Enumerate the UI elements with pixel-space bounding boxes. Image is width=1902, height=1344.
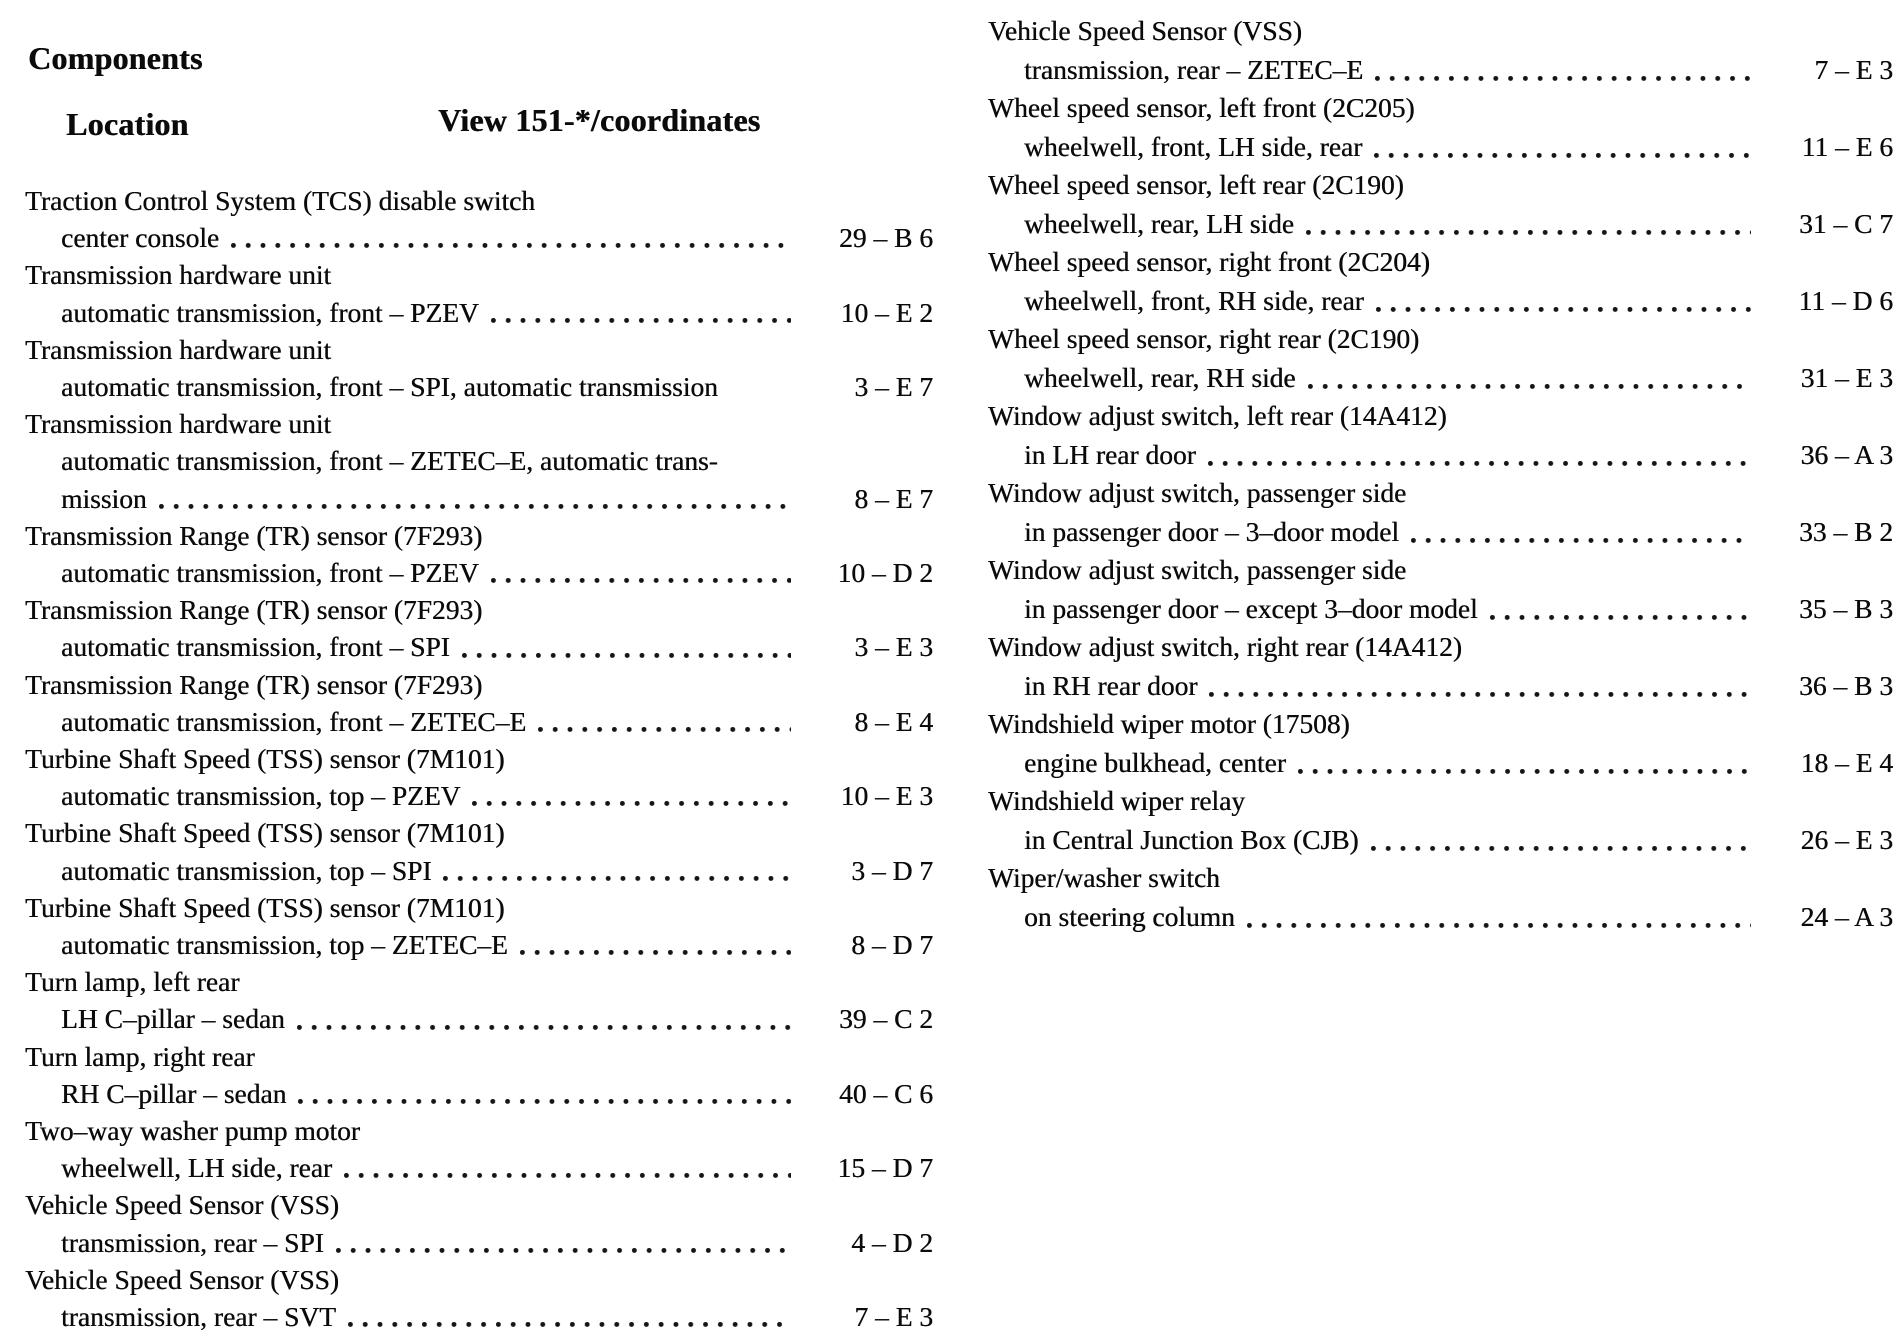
location-text: wheelwell, LH side, rear xyxy=(61,1152,333,1184)
view-coordinate: 11 – E 6 xyxy=(1801,130,1893,162)
location-text: LH C–pillar – sedan xyxy=(61,1003,285,1035)
dot-leader xyxy=(730,368,791,405)
location-text: on steering column xyxy=(1024,900,1235,932)
location-text: center console xyxy=(61,222,220,254)
component-location-line xyxy=(988,821,1893,860)
component-name: Vehicle Speed Sensor (VSS) xyxy=(25,1189,339,1221)
components-column-right xyxy=(988,12,1893,936)
component-location-line xyxy=(988,436,1893,475)
location-text: transmission, rear – ZETEC–E xyxy=(1024,53,1364,85)
dot-leader xyxy=(443,852,791,889)
component-name: Window adjust switch, passenger side xyxy=(988,477,1407,508)
component-location-line xyxy=(25,1224,933,1261)
component-location-line xyxy=(25,852,933,889)
component-name: Traction Control System (TCS) disable switch xyxy=(25,185,536,216)
component-entry xyxy=(25,405,933,517)
dot-leader xyxy=(348,1298,791,1335)
dot-leader xyxy=(159,480,791,517)
component-name: Wheel speed sensor, left rear (2C190) xyxy=(988,169,1404,200)
component-entry xyxy=(25,182,933,256)
view-coordinate: 26 – E 3 xyxy=(1800,823,1893,855)
component-entry xyxy=(988,551,1893,628)
view-coordinate: 4 – D 2 xyxy=(851,1226,933,1258)
component-location-line xyxy=(25,1075,933,1112)
component-location-line xyxy=(25,219,933,256)
view-coordinate: 29 – B 6 xyxy=(839,222,933,254)
component-entry xyxy=(25,591,933,665)
location-text: in passenger door – 3–door model xyxy=(1024,515,1399,547)
component-name: Transmission hardware unit xyxy=(25,408,332,440)
component-entry xyxy=(25,666,933,740)
component-entry xyxy=(25,740,933,814)
dot-leader xyxy=(1376,282,1751,321)
component-entry xyxy=(25,517,933,591)
component-name: Transmission hardware unit xyxy=(25,333,332,365)
component-location-line xyxy=(988,128,1893,167)
view-coordinate: 8 – D 7 xyxy=(851,929,933,961)
component-location-line xyxy=(988,744,1893,783)
dot-leader xyxy=(1247,898,1751,937)
component-location-line xyxy=(988,898,1893,937)
component-location-line xyxy=(25,1000,933,1037)
view-coordinate: 10 – E 2 xyxy=(840,296,933,328)
dot-leader xyxy=(297,1000,791,1037)
location-text: automatic transmission, front – PZEV xyxy=(61,557,479,589)
column-header-location: Location xyxy=(66,106,189,142)
location-text: transmission, rear – SPI xyxy=(61,1226,324,1258)
component-location-line xyxy=(25,703,933,740)
dot-leader xyxy=(1308,359,1751,398)
component-entry xyxy=(988,628,1893,705)
component-entry xyxy=(25,331,933,405)
location-text: in LH rear door xyxy=(1024,438,1196,470)
component-location-line xyxy=(988,359,1893,398)
component-name: Wiper/washer switch xyxy=(988,862,1220,893)
location-text: wheelwell, front, RH side, rear xyxy=(1024,284,1364,316)
component-entry xyxy=(25,814,933,888)
component-entry xyxy=(25,963,933,1037)
component-name: Transmission hardware unit xyxy=(25,259,332,291)
component-location-line xyxy=(988,513,1893,552)
component-location-line xyxy=(25,480,933,517)
component-location-line xyxy=(988,51,1893,90)
component-name: Transmission Range (TR) sensor (7F293) xyxy=(25,519,483,551)
component-name: Wheel speed sensor, right front (2C204) xyxy=(988,246,1430,277)
component-entry xyxy=(25,1112,933,1186)
dot-leader xyxy=(344,1149,791,1186)
location-text: wheelwell, rear, LH side xyxy=(1024,207,1294,239)
view-coordinate: 35 – B 3 xyxy=(1799,592,1893,624)
dot-leader xyxy=(1411,513,1751,552)
column-header-view-coordinates: View 151-*/coordinates xyxy=(438,102,761,138)
component-entry xyxy=(25,1038,933,1112)
component-entry xyxy=(988,243,1893,320)
dot-leader xyxy=(1371,821,1751,860)
location-text: automatic transmission, front – ZETEC–E xyxy=(61,705,527,737)
view-coordinate: 8 – E 7 xyxy=(854,482,933,514)
component-location-line xyxy=(25,442,933,479)
component-name: Turbine Shaft Speed (TSS) sensor (7M101) xyxy=(25,891,505,923)
location-text: RH C–pillar – sedan xyxy=(61,1077,287,1109)
view-coordinate: 36 – B 3 xyxy=(1799,669,1893,701)
page-title: Components xyxy=(28,40,203,76)
component-location-line xyxy=(988,205,1893,244)
component-location-line xyxy=(25,926,933,963)
view-coordinate: 18 – E 4 xyxy=(1800,746,1893,778)
location-text: automatic transmission, front – ZETEC–E, automatic trans- xyxy=(61,445,718,477)
dot-leader xyxy=(1208,436,1751,475)
component-entry xyxy=(988,782,1893,859)
component-location-line xyxy=(25,368,933,405)
component-entry xyxy=(988,859,1893,936)
dot-leader xyxy=(1298,744,1751,783)
view-coordinate: 40 – C 6 xyxy=(839,1077,933,1109)
component-entry xyxy=(988,12,1893,89)
view-coordinate: 3 – E 7 xyxy=(854,371,933,403)
component-location-line xyxy=(988,667,1893,706)
location-text: automatic transmission, front – PZEV xyxy=(61,296,479,328)
view-coordinate: 7 – E 3 xyxy=(1814,53,1893,85)
view-coordinate: 24 – A 3 xyxy=(1800,900,1893,932)
view-coordinate: 33 – B 2 xyxy=(1799,515,1893,547)
location-text: wheelwell, front, LH side, rear xyxy=(1024,130,1363,162)
view-coordinate: 31 – E 3 xyxy=(1800,361,1893,393)
component-name: Windshield wiper motor (17508) xyxy=(988,708,1350,739)
location-text: automatic transmission, top – SPI xyxy=(61,854,432,886)
component-entry xyxy=(988,705,1893,782)
component-location-line xyxy=(25,1149,933,1186)
location-text: mission xyxy=(61,482,147,514)
component-entry xyxy=(25,256,933,330)
dot-leader xyxy=(1374,128,1751,167)
view-coordinate: 8 – E 4 xyxy=(854,705,933,737)
location-text: automatic transmission, top – ZETEC–E xyxy=(61,929,508,961)
component-name: Wheel speed sensor, left front (2C205) xyxy=(988,92,1415,123)
location-text: wheelwell, rear, RH side xyxy=(1024,361,1296,393)
component-entry xyxy=(25,889,933,963)
component-name: Turbine Shaft Speed (TSS) sensor (7M101) xyxy=(25,743,505,775)
dot-leader xyxy=(1375,51,1751,90)
dot-leader xyxy=(298,1075,791,1112)
dot-leader xyxy=(231,219,791,256)
component-location-line xyxy=(988,282,1893,321)
component-name: Window adjust switch, left rear (14A412) xyxy=(988,400,1447,431)
location-text: automatic transmission, top – PZEV xyxy=(61,780,461,812)
dot-leader xyxy=(336,1224,791,1261)
component-name: Turn lamp, right rear xyxy=(25,1040,255,1072)
view-coordinate: 10 – D 2 xyxy=(837,557,933,589)
component-name: Vehicle Speed Sensor (VSS) xyxy=(988,15,1302,46)
dot-leader xyxy=(538,703,791,740)
component-entry xyxy=(988,320,1893,397)
component-location-line xyxy=(988,590,1893,629)
component-entry xyxy=(25,1186,933,1260)
dot-leader xyxy=(472,777,791,814)
dot-leader xyxy=(462,628,791,665)
location-text: in passenger door – except 3–door model xyxy=(1024,592,1478,624)
component-name: Windshield wiper relay xyxy=(988,785,1246,816)
view-coordinate: 36 – A 3 xyxy=(1800,438,1893,470)
location-text: engine bulkhead, center xyxy=(1024,746,1286,778)
component-name: Transmission Range (TR) sensor (7F293) xyxy=(25,668,483,700)
location-text: in RH rear door xyxy=(1024,669,1198,701)
component-name: Turn lamp, left rear xyxy=(25,966,240,998)
location-text: automatic transmission, front – SPI xyxy=(61,631,450,663)
component-name: Window adjust switch, passenger side xyxy=(988,554,1407,585)
component-entry xyxy=(988,166,1893,243)
component-name: Two–way washer pump motor xyxy=(25,1115,360,1147)
dot-leader xyxy=(1490,590,1751,629)
component-entry xyxy=(25,1261,933,1335)
location-text: automatic transmission, front – SPI, automatic transmission xyxy=(61,371,718,403)
component-location-line xyxy=(25,628,933,665)
view-coordinate: 15 – D 7 xyxy=(837,1152,933,1184)
component-name: Window adjust switch, right rear (14A412) xyxy=(988,631,1462,662)
dot-leader xyxy=(491,554,791,591)
component-name: Wheel speed sensor, right rear (2C190) xyxy=(988,323,1420,354)
dot-leader xyxy=(520,926,791,963)
dot-leader xyxy=(491,294,791,331)
component-name: Transmission Range (TR) sensor (7F293) xyxy=(25,594,483,626)
view-coordinate: 3 – E 3 xyxy=(854,631,933,663)
dot-leader xyxy=(1306,205,1751,244)
view-coordinate: 10 – E 3 xyxy=(840,780,933,812)
component-location-line xyxy=(25,294,933,331)
view-coordinate: 39 – C 2 xyxy=(839,1003,933,1035)
location-text: in Central Junction Box (CJB) xyxy=(1024,823,1359,855)
component-entry xyxy=(988,89,1893,166)
view-coordinate: 31 – C 7 xyxy=(1799,207,1893,239)
component-entry xyxy=(988,397,1893,474)
component-entry xyxy=(988,474,1893,551)
view-coordinate: 11 – D 6 xyxy=(1798,284,1893,316)
component-location-line xyxy=(25,554,933,591)
component-name: Vehicle Speed Sensor (VSS) xyxy=(25,1263,339,1295)
component-name: Turbine Shaft Speed (TSS) sensor (7M101) xyxy=(25,817,505,849)
location-text: transmission, rear – SVT xyxy=(61,1301,336,1333)
component-location-line xyxy=(25,1298,933,1335)
dot-leader xyxy=(1209,667,1751,706)
component-location-line xyxy=(25,777,933,814)
components-column-left xyxy=(25,182,933,1335)
view-coordinate: 7 – E 3 xyxy=(854,1301,933,1333)
view-coordinate: 3 – D 7 xyxy=(851,854,933,886)
